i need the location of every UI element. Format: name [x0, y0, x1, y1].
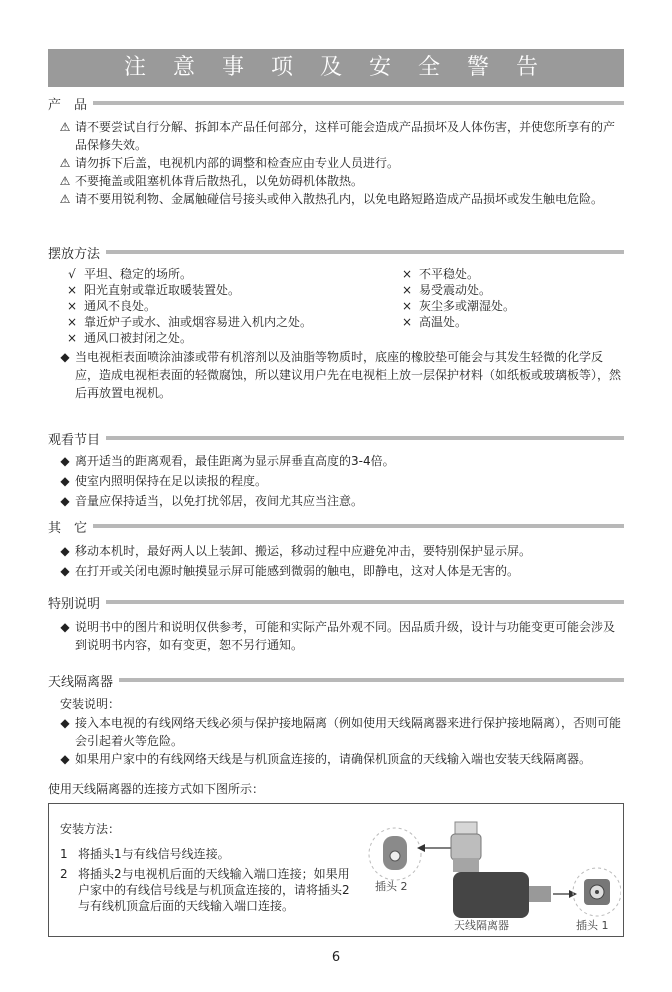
- warning-icon: ⚠: [59, 174, 71, 188]
- page-title: 注 意 事 项 及 安 全 警 告: [48, 49, 624, 87]
- placement-list-right: [395, 266, 625, 330]
- viewing-list: [55, 451, 625, 511]
- cross-icon: ×: [401, 267, 413, 281]
- diamond-bullet-icon: ◆: [60, 494, 70, 508]
- list-item: ⚠ 不要掩盖或阻塞机体背后散热孔，以免妨碍机体散热。: [55, 172, 625, 190]
- cross-icon: ×: [66, 331, 78, 345]
- list-item: × 易受震动处。: [395, 282, 625, 298]
- page-number: 6: [331, 950, 341, 965]
- check-icon: √: [68, 267, 76, 281]
- plug1-label: 插头 1: [576, 919, 609, 932]
- other-list: [55, 541, 625, 581]
- list-item: ◆ 移动本机时，最好两人以上装卸、搬运，移动过程中应避免冲击，要特别保护显示屏。: [55, 541, 625, 561]
- diamond-bullet-icon: ◆: [60, 564, 70, 578]
- placement-list-left: [60, 266, 390, 346]
- cross-icon: ×: [401, 283, 413, 297]
- isolator-diagram: [359, 812, 621, 932]
- diamond-bullet-icon: ◆: [60, 350, 70, 364]
- list-item: ◆ 离开适当的距离观看，最佳距离为显示屏垂直高度的3-4倍。: [55, 451, 625, 471]
- list-item: ◆ 使室内照明保持在足以读报的程度。: [55, 471, 625, 491]
- install-step: 1 将插头1与有线信号线连接。: [60, 847, 230, 861]
- cross-icon: ×: [66, 283, 78, 297]
- isolator-label: 天线隔离器: [454, 919, 509, 932]
- special-list: [55, 618, 625, 654]
- warning-icon: ⚠: [59, 156, 71, 170]
- plug2-label: 插头 2: [375, 880, 408, 893]
- section-heading-viewing: 观看节目: [48, 429, 624, 447]
- install-method-box: [48, 803, 624, 937]
- cross-icon: ×: [66, 315, 78, 329]
- list-item: × 灰尘多或潮湿处。: [395, 298, 625, 314]
- list-item: × 高温处。: [395, 314, 625, 330]
- isolator-list: [55, 714, 625, 768]
- list-item: × 通风口被封闭之处。: [60, 330, 390, 346]
- list-item: × 通风不良处。: [60, 298, 390, 314]
- list-item: × 阳光直射或靠近取暖装置处。: [60, 282, 390, 298]
- cross-icon: ×: [66, 299, 78, 313]
- list-item: ⚠ 请不要尝试自行分解、拆卸本产品任何部分，这样可能会造成产品损坏及人体伤害，并使您所享有的产品保修失效。: [55, 118, 625, 154]
- warning-icon: ⚠: [59, 192, 71, 206]
- cross-icon: ×: [401, 315, 413, 329]
- list-item: ◆ 接入本电视的有线网络天线必须与保护接地隔离（例如使用天线隔离器来进行保护接地隔离），否则可能会引起着火等危险。: [55, 714, 625, 750]
- install-label: 安装说明：: [60, 697, 121, 711]
- list-item: × 不平稳处。: [395, 266, 625, 282]
- section-heading-other: 其 它: [48, 517, 624, 535]
- cross-icon: ×: [401, 299, 413, 313]
- list-item: × 靠近炉子或水、油或烟容易进入机内之处。: [60, 314, 390, 330]
- install-step: 2 将插头2与电视机后面的天线输入端口连接；如果用户家中的有线信号线是与机顶盒连接的，请将插头2与有线机顶盒后面的天线输入端口连接。: [60, 867, 350, 913]
- section-heading-special: 特别说明: [48, 593, 624, 611]
- list-item: ◆ 在打开或关闭电源时触摸显示屏可能感到微弱的触电，即静电，这对人体是无害的。: [55, 561, 625, 581]
- placement-note: ◆ 当电视柜表面喷涂油漆或带有机溶剂以及油脂等物质时，底座的橡胶垫可能会与其发生轻微的化学反应，造成电视柜表面的轻微腐蚀，所以建议用户先在电视柜上放一层保护材料（如纸板或玻璃板等），然后再放置电视机。: [55, 348, 625, 402]
- diamond-bullet-icon: ◆: [60, 454, 70, 468]
- diamond-bullet-icon: ◆: [60, 752, 70, 766]
- usage-text: 使用天线隔离器的连接方式如下图所示：: [48, 782, 265, 796]
- list-item: ⚠ 请勿拆下后盖，电视机内部的调整和检查应由专业人员进行。: [55, 154, 625, 172]
- diamond-bullet-icon: ◆: [60, 474, 70, 488]
- diamond-bullet-icon: ◆: [60, 716, 70, 730]
- diamond-bullet-icon: ◆: [60, 544, 70, 558]
- list-item: ⚠ 请不要用锐利物、金属触碰信号接头或伸入散热孔内，以免电路短路造成产品损坏或发生触电危险。: [55, 190, 625, 208]
- diamond-bullet-icon: ◆: [60, 620, 70, 634]
- product-list: [55, 118, 625, 208]
- isolator-body: [453, 872, 529, 918]
- list-item: ◆ 音量应保持适当，以免打扰邻居，夜间尤其应当注意。: [55, 491, 625, 511]
- section-heading-placement: 摆放方法: [48, 243, 624, 261]
- list-item: ◆ 如果用户家中的有线网络天线是与机顶盒连接的，请确保机顶盒的天线输入端也安装天线隔离器。: [55, 750, 625, 768]
- list-item: √ 平坦、稳定的场所。: [60, 266, 390, 282]
- warning-icon: ⚠: [59, 120, 71, 134]
- section-heading-isolator: 天线隔离器: [48, 671, 624, 689]
- list-item: ◆ 说明书中的图片和说明仅供参考，可能和实际产品外观不同。因品质升级，设计与功能变更可能会涉及到说明书内容，如有变更，恕不另行通知。: [55, 618, 625, 654]
- install-method-title: 安装方法：: [60, 822, 121, 836]
- section-heading-product: 产 品: [48, 94, 624, 112]
